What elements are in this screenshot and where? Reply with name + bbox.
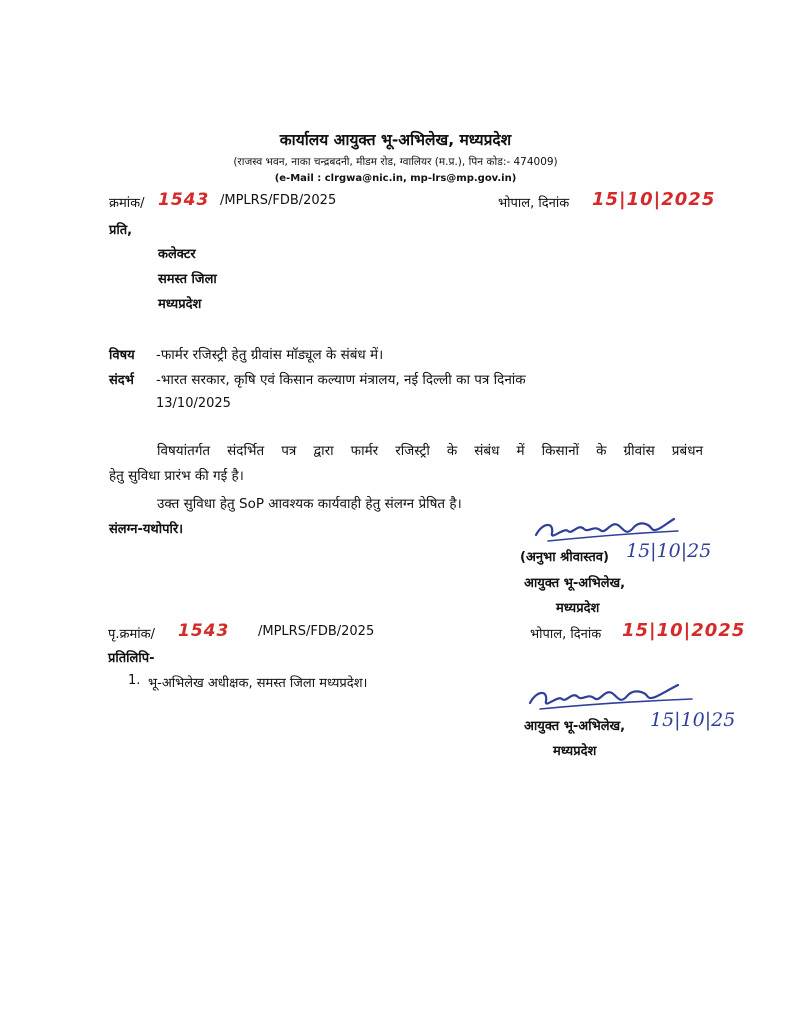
signatory-name: (अनुभा श्रीवास्तव) [520, 550, 609, 565]
subject-label: विषय [109, 348, 135, 363]
to-line-1: कलेक्टर [158, 247, 196, 262]
endorsement-number-handwritten: 1543 [178, 621, 230, 641]
endorsement-date-handwritten: 15|10|2025 [622, 620, 746, 641]
to-label: प्रति, [109, 223, 133, 238]
office-email: (e-Mail : clrgwa@nic.in, mp-lrs@mp.gov.in) [274, 173, 517, 184]
ref-number-handwritten: 1543 [158, 190, 210, 210]
subject-text: -फार्मर रजिस्ट्री हेतु ग्रीवांस मॉड्यूल के संबंध में। [156, 347, 384, 363]
to-line-3: मध्यप्रदेश [158, 297, 202, 312]
signatory-state: मध्यप्रदेश [556, 601, 600, 616]
enclosure-note: संलग्न-यथोपरि। [109, 522, 184, 537]
body-paragraph-1-line-1: विषयांतर्गत संदर्भित पत्र द्वारा फार्मर रजिस्ट्री के संबंध में किसानों के ग्रीवांस प्रबंधन [157, 443, 703, 459]
body-paragraph-2: उक्त सुविधा हेतु SoP आवश्यक कार्यवाही हेतु संलग्न प्रेषित है। [157, 496, 462, 512]
ref-code: /MPLRS/FDB/2025 [220, 193, 337, 208]
endorsement-code: /MPLRS/FDB/2025 [258, 624, 375, 639]
signatory-designation: आयुक्त भू-अभिलेख, [524, 576, 626, 591]
office-address: (राजस्व भवन, नाका चन्द्रबदनी, मीडम रोड, ग्वालियर (म.प्र.), पिन कोड:- 474009) [233, 156, 558, 168]
reference-label: संदर्भ [109, 373, 134, 388]
ref-number-label: क्रमांक/ [109, 196, 145, 211]
signature-1-hand-date: 15|10|25 [626, 540, 712, 562]
office-title: कार्यालय आयुक्त भू-अभिलेख, मध्यप्रदेश [279, 131, 512, 149]
endorsement-signatory-designation: आयुक्त भू-अभिलेख, [524, 719, 626, 734]
copy-to-label: प्रतिलिपि- [108, 651, 155, 666]
ref-date-handwritten: 15|10|2025 [592, 189, 716, 210]
to-line-2: समस्त जिला [158, 272, 217, 287]
reference-line-1: -भारत सरकार, कृषि एवं किसान कल्याण मंत्रालय, नई दिल्ली का पत्र दिनांक [156, 372, 526, 388]
body-paragraph-1-line-2: हेतु सुविधा प्रारंभ की गई है। [109, 468, 244, 484]
endorsement-signatory-state: मध्यप्रदेश [553, 744, 597, 759]
signature-2-hand-date: 15|10|25 [650, 709, 736, 731]
ref-place-date-label: भोपाल, दिनांक [498, 196, 570, 211]
endorsement-place-date-label: भोपाल, दिनांक [530, 627, 602, 642]
copy-item-text: भू-अभिलेख अधीक्षक, समस्त जिला मध्यप्रदेश। [148, 676, 368, 691]
copy-item-number: 1. [128, 673, 141, 688]
endorsement-number-label: पृ.क्रमांक/ [108, 627, 156, 642]
reference-line-2: 13/10/2025 [156, 396, 231, 411]
